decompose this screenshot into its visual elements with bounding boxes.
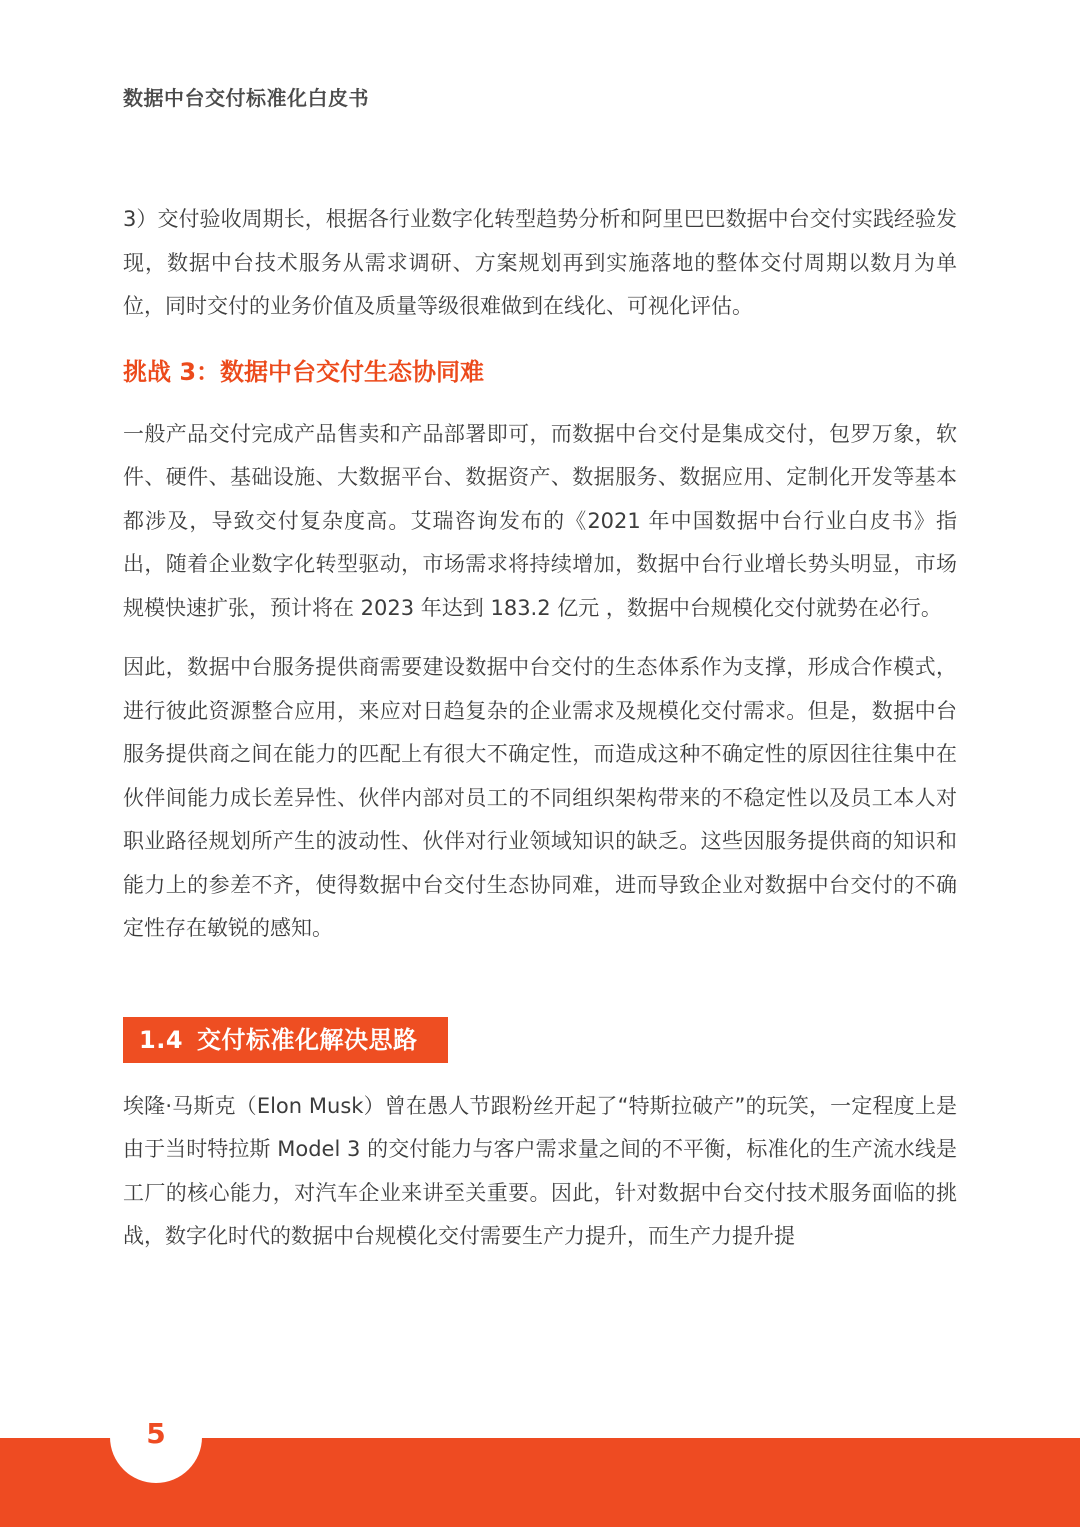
page-number: 5 [146, 1417, 166, 1450]
running-header: 数据中台交付标准化白皮书 [123, 86, 369, 110]
section-heading-1-4 [123, 1017, 448, 1063]
paragraph-delivery-acceptance-cycle: 3）交付验收周期长，根据各行业数字化转型趋势分析和阿里巴巴数据中台交付实践经验发现，数据中台技术服务从需求调研、方案规划再到实施落地的整体交付周期以数月为单位，同时交付的业务价值及质量等级很难做到在线化、可视化评估。 [123, 207, 957, 318]
challenge-3-heading: 挑战 3：数据中台交付生态协同难 [123, 357, 485, 386]
paragraph-ecosystem-intro: 一般产品交付完成产品售卖和产品部署即可，而数据中台交付是集成交付，包罗万象，软件、硬件、基础设施、大数据平台、数据资产、数据服务、数据应用、定制化开发等基本都涉及，导致交付复杂度高。艾瑞咨询发布的《2021 年中国数据中台行业白皮书》指出，随着企业数字化转型驱动，市场需求将持续增加，数据中台行业增长势头明显，市场规模快速扩张，预计将在 2023 年达到 183.2 亿元 ，数据中台规模化交付就势在必行。 [123, 421, 957, 620]
section-title: 交付标准化解决思路 [197, 1025, 418, 1054]
paragraph-ecosystem-detail: 因此，数据中台服务提供商需要建设数据中台交付的生态体系作为支撑，形成合作模式，进行彼此资源整合应用，来应对日趋复杂的企业需求及规模化交付需求。但是，数据中台服务提供商之间在能力的匹配上有很大不确定性，而造成这种不确定性的原因往往集中在伙伴间能力成长差异性、伙伴内部对员工的不同组织架构带来的不稳定性以及员工本人对职业路径规划所产生的波动性、伙伴对行业领域知识的缺乏。这些因服务提供商的知识和能力上的参差不齐，使得数据中台交付生态协同难，进而导致企业对数据中台交付的不确定性存在敏锐的感知。 [123, 655, 957, 940]
section-number: 1.4 [139, 1025, 184, 1054]
page-content [123, 198, 957, 1259]
page-number-badge [110, 1391, 202, 1483]
paragraph-standardization-approach: 埃隆·马斯克（Elon Musk）曾在愚人节跟粉丝开起了“特斯拉破产”的玩笑，一定程度上是由于当时特拉斯 Model 3 的交付能力与客户需求量之间的不平衡，标准化的生产流水线是工厂的核心能力，对汽车企业来讲至关重要。因此，针对数据中台交付技术服务面临的挑战，数字化时代的数据中台规模化交付需要生产力提升，而生产力提升提 [123, 1093, 957, 1248]
